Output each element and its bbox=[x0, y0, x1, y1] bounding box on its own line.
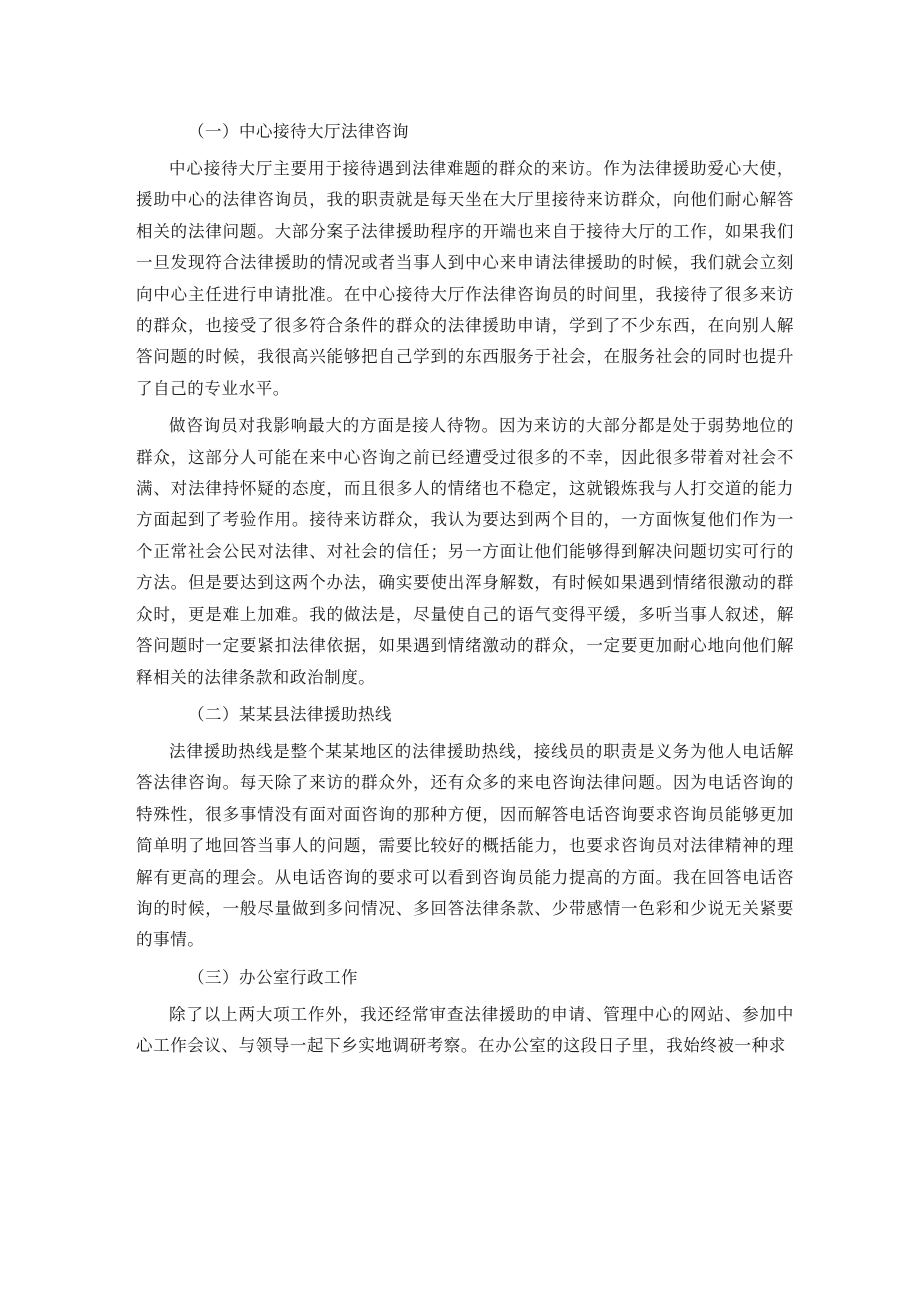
paragraph-hotline-duties: 法律援助热线是整个某某地区的法律援助热线，接线员的职责是义务为他人电话解答法律咨询。每天除了来访的群众外，还有众多的来电咨询法律问题。因为电话咨询的特殊性，很多事情没有面对面咨询的那种方便，因而解答电话咨询要求咨询员能够更加简单明了地回答当事人的问题，需要比较好的概括能力，也要求咨询员对法律精神的理解有更高的理会。从电话咨询的要求可以看到咨询员能力提高的方面。我在回答电话咨询的时候，一般尽量做到多问情况、多回答法律条款、少带感情一色彩和少说无关紧要的事情。 bbox=[136, 741, 794, 950]
section-heading-hotline: （二）某某县法律援助热线 bbox=[188, 704, 392, 724]
paragraph-reception-hall-duties: 中心接待大厅主要用于接待遇到法律难题的群众的来访。作为法律援助爱心大使，援助中心的法律咨询员，我的职责就是每天坐在大厅里接待来访群众，向他们耐心解答相关的法律问题。大部分案子法律援助程序的开端也来自于接待大厅的工作，如果我们一旦发现符合法律援助的情况或者当事人到中心来申请法律援助的时候，我们就会立刻向中心主任进行申请批准。在中心接待大厅作法律咨询员的时间里，我接待了很多来访的群众，也接受了很多符合条件的群众的法律援助申请，学到了不少东西，在向别人解答问题的时候，我很高兴能够把自己学到的东西服务于社会，在服务社会的同时也提升了自己的专业水平。 bbox=[136, 159, 794, 398]
paragraph-office-admin: 除了以上两大项工作外，我还经常审查法律援助的申请、管理中心的网站、参加中心工作会议、与领导一起下乡实地调研考察。在办公室的这段日子里，我始终被一种求 bbox=[136, 1004, 794, 1056]
section-heading-office-admin: （三）办公室行政工作 bbox=[188, 967, 358, 987]
paragraph-reception-experience: 做咨询员对我影响最大的方面是接人待物。因为来访的大部分都是处于弱势地位的群众，这部分人可能在来中心咨询之前已经遭受过很多的不幸，因此很多带着对社会不满、对法律持怀疑的态度，而且很多人的情绪也不稳定，这就锻炼我与人打交道的能力方面起到了考验作用。接待来访群众，我认为要达到两个目的，一方面恢复他们作为一个正常社会公民对法律、对社会的信任；另一方面让他们能够得到解决问题切实可行的方法。但是要达到这两个办法，确实要使出浑身解数，有时候如果遇到情绪很激动的群众时，更是难上加难。我的做法是，尽量使自己的语气变得平缓，多听当事人叙述，解答问题时一定要紧扣法律依据，如果遇到情绪激动的群众，一定要更加耐心地向他们解释相关的法律条款和政治制度。 bbox=[136, 416, 794, 687]
section-heading-reception-hall: （一）中心接待大厅法律咨询 bbox=[188, 122, 409, 141]
